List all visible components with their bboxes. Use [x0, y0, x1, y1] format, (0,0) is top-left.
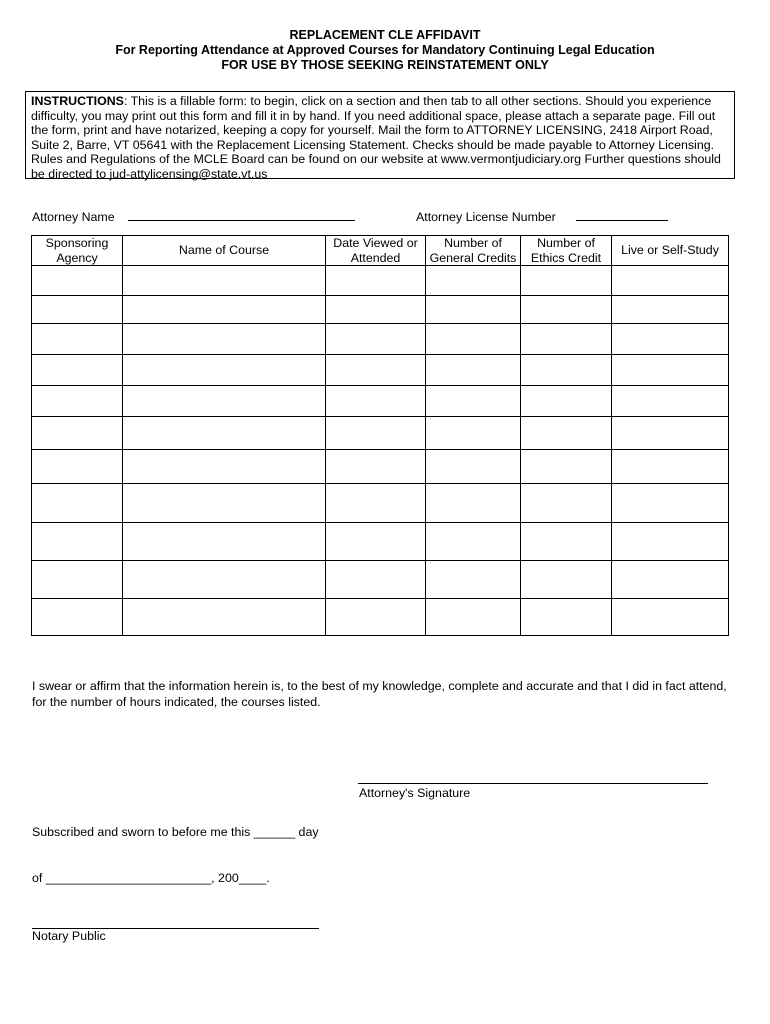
- table-cell[interactable]: [326, 296, 426, 324]
- table-cell[interactable]: [521, 324, 612, 355]
- form-header: [0, 28, 770, 73]
- sponsoring-agency-header: Sponsoring Agency: [32, 236, 123, 266]
- table-cell[interactable]: [32, 296, 123, 324]
- attorney-name-field[interactable]: [128, 209, 355, 221]
- table-cell[interactable]: [32, 266, 123, 296]
- table-cell[interactable]: [123, 450, 326, 484]
- table-cell[interactable]: [32, 355, 123, 386]
- table-cell[interactable]: [32, 561, 123, 599]
- course-name-header: Name of Course: [123, 236, 326, 266]
- table-cell[interactable]: [326, 523, 426, 561]
- table-cell[interactable]: [123, 561, 326, 599]
- table-cell[interactable]: [123, 523, 326, 561]
- table-cell[interactable]: [32, 599, 123, 636]
- table-cell[interactable]: [521, 266, 612, 296]
- table-cell[interactable]: [123, 417, 326, 450]
- form-subtitle-reinstatement: FOR USE BY THOSE SEEKING REINSTATEMENT ONLY: [221, 58, 549, 72]
- table-cell[interactable]: [426, 417, 521, 450]
- oath-line-1: I swear or affirm that the information herein is, to the best of my knowledge, complete and accurate and that I did in fact attend,: [32, 679, 727, 693]
- table-cell[interactable]: [521, 355, 612, 386]
- ethics-credit-header: Number of Ethics Credit: [521, 236, 612, 266]
- table-cell[interactable]: [426, 355, 521, 386]
- table-row: [32, 296, 729, 324]
- license-number-label: Attorney License Number: [416, 210, 556, 224]
- table-row: [32, 599, 729, 636]
- attorney-name-row: [32, 209, 355, 224]
- table-cell[interactable]: [426, 599, 521, 636]
- table-cell[interactable]: [326, 417, 426, 450]
- table-header-row: [32, 236, 729, 266]
- table-cell[interactable]: [612, 266, 729, 296]
- table-cell[interactable]: [521, 296, 612, 324]
- table-cell[interactable]: [426, 386, 521, 417]
- table-cell[interactable]: [521, 484, 612, 523]
- table-cell[interactable]: [426, 561, 521, 599]
- table-cell[interactable]: [426, 324, 521, 355]
- license-number-field[interactable]: [576, 209, 668, 221]
- general-credits-header: Number of General Credits: [426, 236, 521, 266]
- table-cell[interactable]: [326, 355, 426, 386]
- table-cell[interactable]: [426, 266, 521, 296]
- table-cell[interactable]: [32, 324, 123, 355]
- table-cell[interactable]: [612, 561, 729, 599]
- table-cell[interactable]: [326, 450, 426, 484]
- date-attended-header: Date Viewed or Attended: [326, 236, 426, 266]
- table-cell[interactable]: [426, 296, 521, 324]
- table-row: [32, 417, 729, 450]
- table-cell[interactable]: [123, 355, 326, 386]
- table-cell[interactable]: [612, 484, 729, 523]
- table-cell[interactable]: [612, 324, 729, 355]
- form-subtitle: For Reporting Attendance at Approved Courses for Mandatory Continuing Legal Education: [115, 43, 655, 57]
- table-cell[interactable]: [326, 266, 426, 296]
- table-row: [32, 450, 729, 484]
- oath-statement: [32, 678, 752, 710]
- date-line: of ________________________, 200____.: [32, 871, 270, 885]
- table-cell[interactable]: [521, 599, 612, 636]
- table-cell[interactable]: [123, 599, 326, 636]
- live-self-study-header: Live or Self-Study: [612, 236, 729, 266]
- table-cell[interactable]: [123, 484, 326, 523]
- table-cell[interactable]: [612, 450, 729, 484]
- table-row: [32, 386, 729, 417]
- signature-line[interactable]: [358, 783, 708, 784]
- table-cell[interactable]: [123, 266, 326, 296]
- license-number-row: [416, 209, 668, 224]
- table-cell[interactable]: [326, 386, 426, 417]
- table-row: [32, 484, 729, 523]
- table-cell[interactable]: [32, 523, 123, 561]
- instructions-box: [25, 91, 735, 179]
- table-cell[interactable]: [326, 561, 426, 599]
- courses-table: [31, 235, 729, 636]
- table-row: [32, 355, 729, 386]
- form-title: REPLACEMENT CLE AFFIDAVIT: [289, 28, 481, 42]
- table-cell[interactable]: [123, 324, 326, 355]
- table-cell[interactable]: [32, 484, 123, 523]
- table-cell[interactable]: [612, 417, 729, 450]
- oath-line-2: for the number of hours indicated, the courses listed.: [32, 695, 321, 709]
- table-row: [32, 523, 729, 561]
- table-row: [32, 561, 729, 599]
- table-cell[interactable]: [612, 355, 729, 386]
- instructions-label: INSTRUCTIONS: [31, 94, 124, 108]
- attorney-name-label: Attorney Name: [32, 210, 115, 224]
- table-cell[interactable]: [326, 484, 426, 523]
- table-cell[interactable]: [426, 450, 521, 484]
- table-cell[interactable]: [426, 484, 521, 523]
- table-cell[interactable]: [32, 417, 123, 450]
- table-cell[interactable]: [521, 417, 612, 450]
- table-cell[interactable]: [326, 324, 426, 355]
- table-cell[interactable]: [612, 599, 729, 636]
- table-cell[interactable]: [612, 523, 729, 561]
- notary-label: Notary Public: [32, 929, 106, 943]
- table-cell[interactable]: [521, 386, 612, 417]
- table-cell[interactable]: [326, 599, 426, 636]
- table-cell[interactable]: [612, 386, 729, 417]
- table-cell[interactable]: [521, 561, 612, 599]
- table-cell[interactable]: [123, 296, 326, 324]
- table-cell[interactable]: [32, 386, 123, 417]
- signature-label: Attorney's Signature: [359, 786, 471, 800]
- table-cell[interactable]: [612, 296, 729, 324]
- table-cell[interactable]: [123, 386, 326, 417]
- table-cell[interactable]: [521, 523, 612, 561]
- instructions-text: : This is a fillable form: to begin, click on a section and then tab to all other sections. Should you experience difficulty, you may print out this form and fill it in by hand. If you need additional space, please attach a separate page. Fill out the form, print and have notarized, keeping a copy for yourself. Mail the form to ATTORNEY LICENSING, 2418 Airport Road, Suite 2, Barre, VT 05641 with the Replacement Licensing Statement. Checks should be made payable to Attorney Licensing. Rules and Regulations of the MCLE Board can be found on our website at www.vermontjudiciary.org Further questions should be directed to jud-attylicensing@state.vt.us: [31, 94, 721, 181]
- table-cell[interactable]: [426, 523, 521, 561]
- table-row: [32, 266, 729, 296]
- table-cell[interactable]: [32, 450, 123, 484]
- table-cell[interactable]: [521, 450, 612, 484]
- sworn-statement: Subscribed and sworn to before me this ______ day: [32, 825, 319, 839]
- table-row: [32, 324, 729, 355]
